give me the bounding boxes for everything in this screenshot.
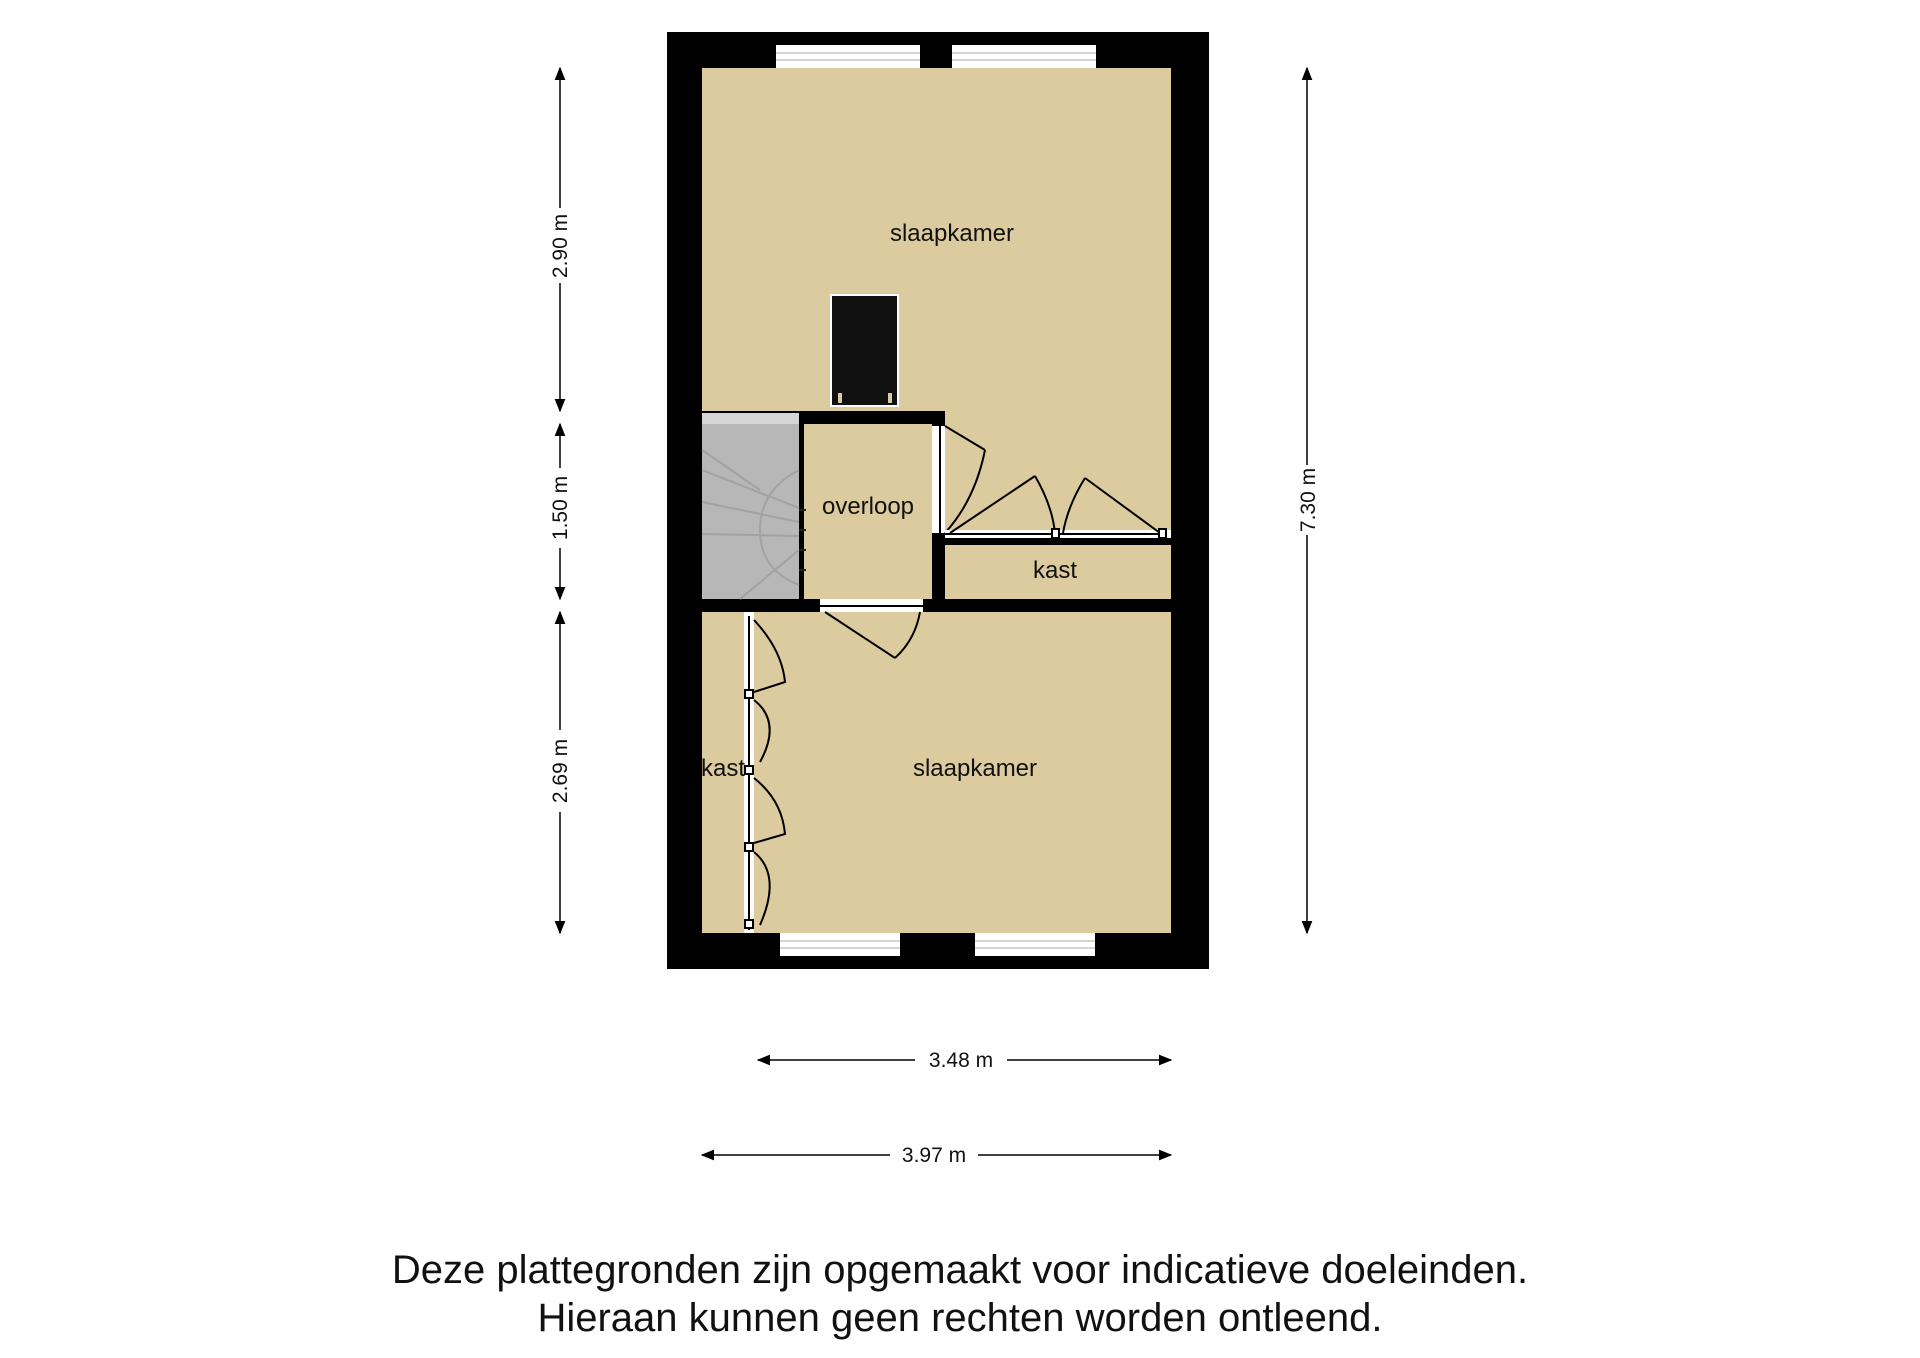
disclaimer-line-2: Hieraan kunnen geen rechten worden ontleend. bbox=[537, 1296, 1383, 1340]
window-top-right bbox=[952, 45, 1096, 68]
dimension-label-left-middle: 1.50 m bbox=[549, 475, 572, 541]
room-label-bottom-bedroom: slaapkamer bbox=[912, 755, 1038, 782]
room-label-closet-left: kast bbox=[700, 755, 746, 782]
room-label-top-bedroom: slaapkamer bbox=[889, 220, 1015, 247]
room-label-closet-right: kast bbox=[1032, 557, 1078, 584]
window-bottom-right bbox=[975, 933, 1095, 956]
wall-stair-divider bbox=[799, 424, 804, 599]
dimension-label-left-top: 2.90 m bbox=[549, 213, 572, 279]
dimension-left-top bbox=[549, 68, 572, 411]
room-label-landing: overloop bbox=[821, 493, 915, 520]
dimension-inner-width bbox=[758, 1049, 1171, 1072]
roof-hatch bbox=[831, 295, 898, 406]
dimension-outer-width bbox=[702, 1144, 1171, 1167]
window-bottom-left bbox=[780, 933, 900, 956]
dimension-right-total bbox=[1297, 68, 1320, 933]
staircase bbox=[702, 413, 806, 599]
dimension-label-outer-width: 3.97 m bbox=[901, 1144, 967, 1167]
dimension-label-left-bottom: 2.69 m bbox=[549, 738, 572, 804]
wall-landing-bottom bbox=[702, 599, 1171, 612]
dimension-label-right-total: 7.30 m bbox=[1297, 467, 1320, 533]
dimension-left-bottom bbox=[549, 612, 572, 933]
window-top-left bbox=[776, 45, 920, 68]
dimension-left-middle bbox=[549, 424, 572, 599]
disclaimer-line-1: Deze plattegronden zijn opgemaakt voor indicatieve doeleinden. bbox=[391, 1248, 1529, 1292]
dimension-label-inner-width: 3.48 m bbox=[928, 1049, 994, 1072]
